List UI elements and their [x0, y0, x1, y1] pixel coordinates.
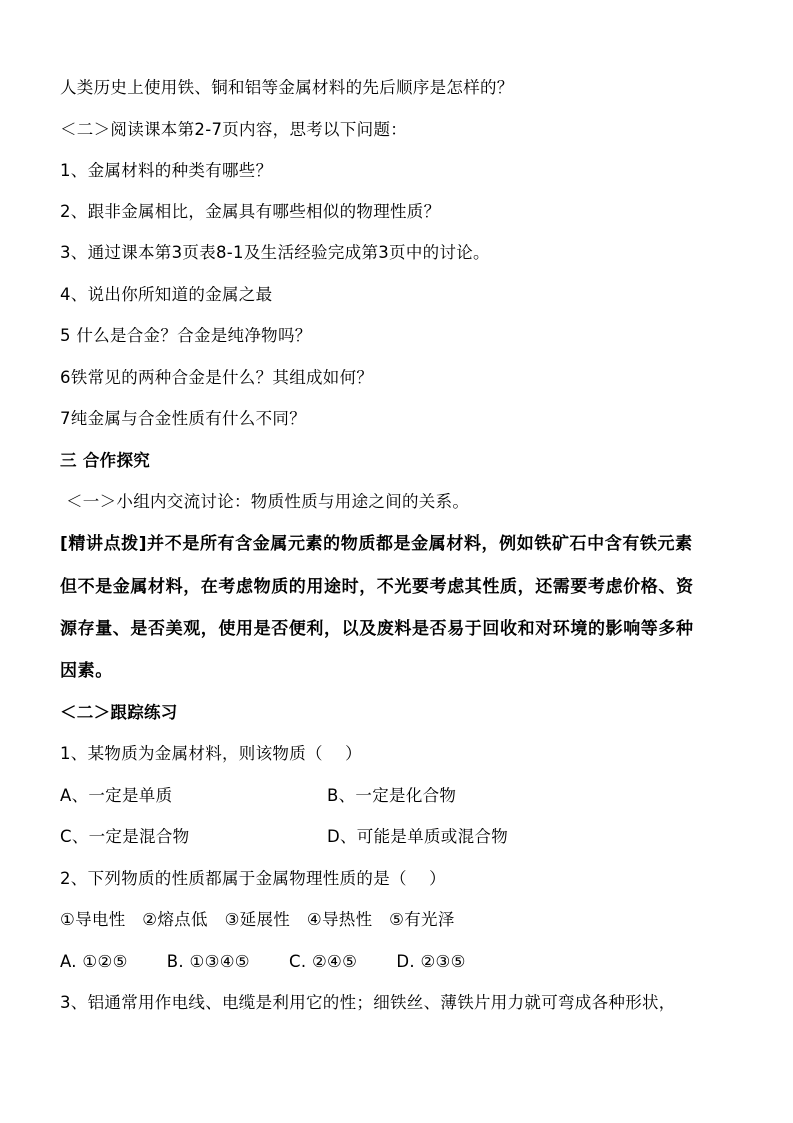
- question-3: 3、通过课本第3页表8-1及生活经验完成第3页中的讨论。: [60, 243, 490, 262]
- exercise-2-options: A. ①②⑤ B. ①③④⑤ C. ②④⑤ D. ②③⑤: [60, 952, 466, 971]
- option-c: C、一定是混合物: [60, 827, 190, 846]
- question-6: 6铁常见的两种合金是什么？其组成如何？: [60, 368, 374, 387]
- subsection-group-discussion: ＜一＞小组内交流讨论：物质性质与用途之间的关系。: [66, 492, 470, 511]
- reading-heading: ＜二＞阅读课本第2-7页内容，思考以下问题：: [60, 120, 408, 139]
- option-b: B、一定是化合物: [327, 786, 457, 805]
- subsection-tracking-practice: ＜二＞跟踪练习: [60, 703, 178, 722]
- question-1: 1、金属材料的种类有哪些？: [60, 161, 273, 180]
- key-point-line-1: [精讲点拨]并不是所有含金属元素的物质都是金属材料，例如铁矿石中含有铁元素: [60, 534, 693, 554]
- exercise-2-properties: ①导电性 ②熔点低 ③延展性 ④导热性 ⑤有光泽: [60, 910, 455, 929]
- key-point-line-3: 源存量、是否美观，使用是否便利，以及废料是否易于回收和对环境的影响等多种: [60, 619, 694, 639]
- question-2: 2、跟非金属相比，金属具有哪些相似的物理性质？: [60, 202, 441, 221]
- key-point-line-4: 因素。: [60, 661, 113, 681]
- question-7: 7纯金属与合金性质有什么不同？: [60, 409, 306, 428]
- exercise-1-options-row-1: [60, 786, 457, 806]
- exercise-3-stem: 3、铝通常用作电线、电缆是利用它的性；细铁丝、薄铁片用力就可弯成各种形状，: [60, 993, 676, 1012]
- history-question: 人类历史上使用铁、铜和铝等金属材料的先后顺序是怎样的？: [60, 78, 514, 97]
- exercise-1-stem: 1、某物质为金属材料，则该物质（ ）: [60, 744, 362, 763]
- option-d: D、可能是单质或混合物: [327, 827, 509, 846]
- question-4: 4、说出你所知道的金属之最: [60, 285, 273, 304]
- question-5: 5 什么是合金？合金是纯净物吗？: [60, 326, 312, 345]
- exercise-2-stem: 2、下列物质的性质都属于金属物理性质的是（ ）: [60, 869, 446, 888]
- section-heading-cooperative: 三 合作探究: [60, 451, 151, 470]
- key-point-line-2: 但不是金属材料，在考虑物质的用途时，不光要考虑其性质，还需要考虑价格、资: [60, 577, 694, 597]
- option-a: A、一定是单质: [60, 786, 173, 805]
- exercise-1-options-row-2: [60, 827, 509, 847]
